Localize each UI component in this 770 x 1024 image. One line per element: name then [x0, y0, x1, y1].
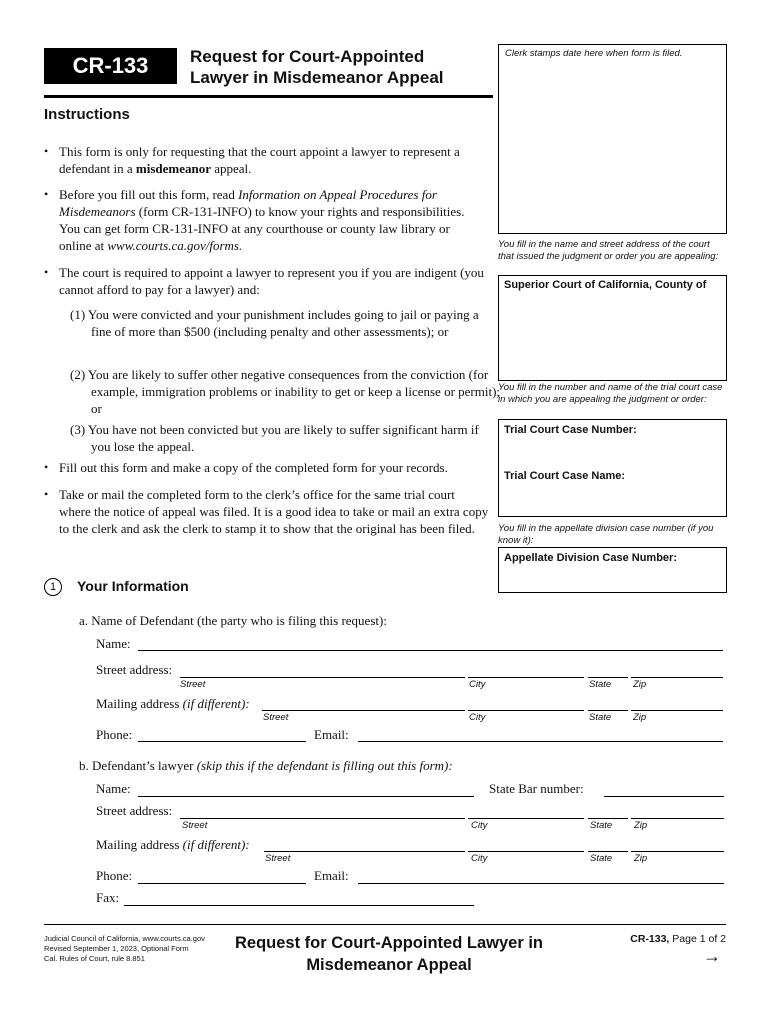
mailing-address-text: Mailing address — [96, 696, 180, 711]
bullet-icon: • — [44, 460, 49, 474]
instruction-2-url: www.courts.ca.gov/forms. — [107, 238, 243, 253]
bullet-icon: • — [44, 487, 49, 501]
defendant-street-address-label: Street address: — [96, 662, 173, 677]
header-rule — [44, 95, 493, 98]
footer-source-line3: Cal. Rules of Court, rule 8.851 — [44, 954, 145, 963]
state-sublabel: State — [590, 820, 613, 831]
next-page-arrow-icon[interactable]: → — [703, 946, 721, 966]
defendant-mailing-state-field[interactable] — [588, 710, 628, 711]
lawyer-name-label: Name: — [96, 781, 131, 796]
instruction-1-text: This form is only for requesting that the court appoint a lawyer to represent a defendant in a — [59, 144, 460, 176]
footer-source-line2: Revised September 1, 2023, Optional Form — [44, 944, 189, 953]
footer-form-id: CR-133, — [630, 933, 670, 945]
condition-3: (3) You have not been convicted but you are likely to suffer significant harm if you lose the appeal. — [70, 422, 479, 454]
section-title: Your Information — [77, 578, 189, 594]
lawyer-zip-field[interactable] — [631, 818, 724, 819]
mailing-address-text: Mailing address — [96, 837, 180, 852]
defendant-city-field[interactable] — [468, 677, 584, 678]
court-hint: You fill in the name and street address of the court that issued the judgment or order you are appealing: — [498, 239, 719, 262]
instruction-2-doc-title: Information on Appeal Procedures for Misdemeanors — [59, 187, 437, 219]
defendant-name-field[interactable] — [138, 650, 723, 651]
lawyer-street-field[interactable] — [180, 818, 465, 819]
form-title-line2: Lawyer in Misdemeanor Appeal — [190, 68, 444, 87]
lawyer-city-field[interactable] — [468, 818, 584, 819]
state-sublabel: State — [590, 853, 613, 864]
lawyer-phone-label: Phone: — [96, 868, 133, 883]
defendant-email-field[interactable] — [358, 741, 723, 742]
lawyer-mailing-city-field[interactable] — [468, 851, 584, 852]
trial-hint: You fill in the number and name of the trial court case in which you are appealing the judgment or order: — [498, 382, 723, 405]
defendant-phone-label: Phone: — [96, 727, 133, 742]
state-sublabel: State — [589, 679, 612, 690]
instruction-2-mid: (form CR-131-INFO) to know your rights and responsibilities. You can get form CR-131-INFO at any courthouse or county law library or online at — [59, 204, 465, 253]
state-bar-label: State Bar number: — [489, 781, 584, 796]
condition-1: (1) You were convicted and your punishment includes going to jail or paying a fine of more than $500 (including penalty and other assessments); or — [70, 307, 479, 339]
trial-case-box[interactable] — [498, 419, 727, 517]
defendant-mailing-address-label — [96, 696, 250, 712]
city-sublabel: City — [469, 679, 486, 690]
lawyer-fax-field[interactable] — [124, 905, 474, 906]
instruction-2-text: Before you fill out this form, read — [59, 187, 239, 202]
instructions-heading: Instructions — [44, 106, 130, 123]
city-sublabel: City — [471, 820, 488, 831]
defendant-name-label: Name: — [96, 636, 131, 651]
clerk-stamp-label: Clerk stamps date here when form is filed. — [505, 48, 683, 59]
lawyer-mailing-address-label — [96, 837, 250, 853]
appellate-box[interactable] — [498, 547, 727, 593]
instruction-4: Fill out this form and make a copy of the completed form for your records. — [59, 460, 448, 475]
instruction-1-bold: misdemeanor — [135, 161, 211, 176]
lawyer-heading — [79, 758, 453, 774]
street-sublabel: Street — [182, 820, 208, 831]
bullet-icon: • — [44, 265, 49, 279]
lawyer-name-field[interactable] — [138, 796, 474, 797]
trial-case-number-label: Trial Court Case Number: — [504, 424, 637, 436]
zip-sublabel: Zip — [634, 853, 648, 864]
street-sublabel: Street — [180, 679, 206, 690]
defendant-email-label: Email: — [314, 727, 349, 742]
lawyer-mailing-state-field[interactable] — [588, 851, 628, 852]
clerk-stamp-box — [498, 44, 727, 234]
form-title-line1: Request for Court-Appointed — [190, 47, 425, 66]
bullet-icon: • — [44, 187, 49, 201]
state-sublabel: State — [589, 712, 612, 723]
street-sublabel: Street — [265, 853, 291, 864]
defendant-mailing-city-field[interactable] — [468, 710, 584, 711]
footer-title — [214, 932, 564, 976]
lawyer-mailing-street-field[interactable] — [264, 851, 465, 852]
court-box[interactable] — [498, 275, 727, 381]
if-different-text: (if different): — [179, 837, 250, 852]
instruction-1 — [59, 143, 489, 177]
footer-page-number: Page 1 of 2 — [669, 933, 726, 945]
lawyer-state-field[interactable] — [588, 818, 628, 819]
section-number: 1 — [44, 578, 62, 596]
city-sublabel: City — [471, 853, 488, 864]
footer-title-line1: Request for Court-Appointed Lawyer in — [234, 934, 543, 952]
zip-sublabel: Zip — [634, 820, 648, 831]
appellate-hint: You fill in the appellate division case number (if you know it): — [498, 523, 714, 546]
city-sublabel: City — [469, 712, 486, 723]
lawyer-heading-text: b. Defendant’s lawyer — [79, 758, 194, 773]
lawyer-heading-note: (skip this if the defendant is filling out this form): — [193, 758, 453, 773]
form-id-badge: CR-133 — [44, 48, 177, 84]
form-title — [190, 46, 490, 88]
defendant-state-field[interactable] — [588, 677, 628, 678]
footer-title-line2: Misdemeanor Appeal — [306, 956, 472, 974]
zip-sublabel: Zip — [633, 712, 647, 723]
instruction-5: Take or mail the completed form to the clerk’s office for the same trial court where the notice of appeal was filed. It is a good idea to take or mail an extra copy to the clerk and ask the clerk to stamp it to show that the original has been filed. — [59, 487, 489, 536]
appellate-case-number-label: Appellate Division Case Number: — [504, 552, 677, 564]
if-different-text: (if different): — [179, 696, 250, 711]
instruction-3: The court is required to appoint a lawyer to represent you if you are indigent (you cannot afford to pay for a lawyer) and: — [59, 265, 484, 297]
defendant-phone-field[interactable] — [138, 741, 306, 742]
bullet-icon: • — [44, 144, 49, 158]
defendant-zip-field[interactable] — [631, 677, 723, 678]
defendant-mailing-street-field[interactable] — [262, 710, 465, 711]
instruction-2 — [59, 186, 469, 254]
street-sublabel: Street — [263, 712, 289, 723]
footer-source-line1: Judicial Council of California, www.courts.ca.gov — [44, 934, 205, 943]
instruction-1-end: appeal. — [211, 161, 252, 176]
zip-sublabel: Zip — [633, 679, 647, 690]
court-label: Superior Court of California, County of — [504, 279, 707, 291]
state-bar-field[interactable] — [604, 796, 724, 797]
lawyer-mailing-zip-field[interactable] — [631, 851, 724, 852]
footer-source — [44, 934, 205, 964]
defendant-street-field[interactable] — [180, 677, 465, 678]
footer-page-info — [630, 933, 726, 945]
trial-case-name-label: Trial Court Case Name: — [504, 470, 626, 482]
lawyer-phone-field[interactable] — [138, 883, 306, 884]
defendant-name-heading: a. Name of Defendant (the party who is filing this request): — [79, 613, 387, 628]
defendant-mailing-zip-field[interactable] — [631, 710, 723, 711]
lawyer-email-label: Email: — [314, 868, 349, 883]
footer-rule — [44, 924, 726, 925]
lawyer-street-address-label: Street address: — [96, 803, 173, 818]
lawyer-email-field[interactable] — [358, 883, 724, 884]
lawyer-fax-label: Fax: — [96, 890, 120, 905]
condition-2: (2) You are likely to suffer other negative consequences from the conviction (for example, immigration problems or inability to get or keep a license or permit); or — [70, 367, 501, 416]
